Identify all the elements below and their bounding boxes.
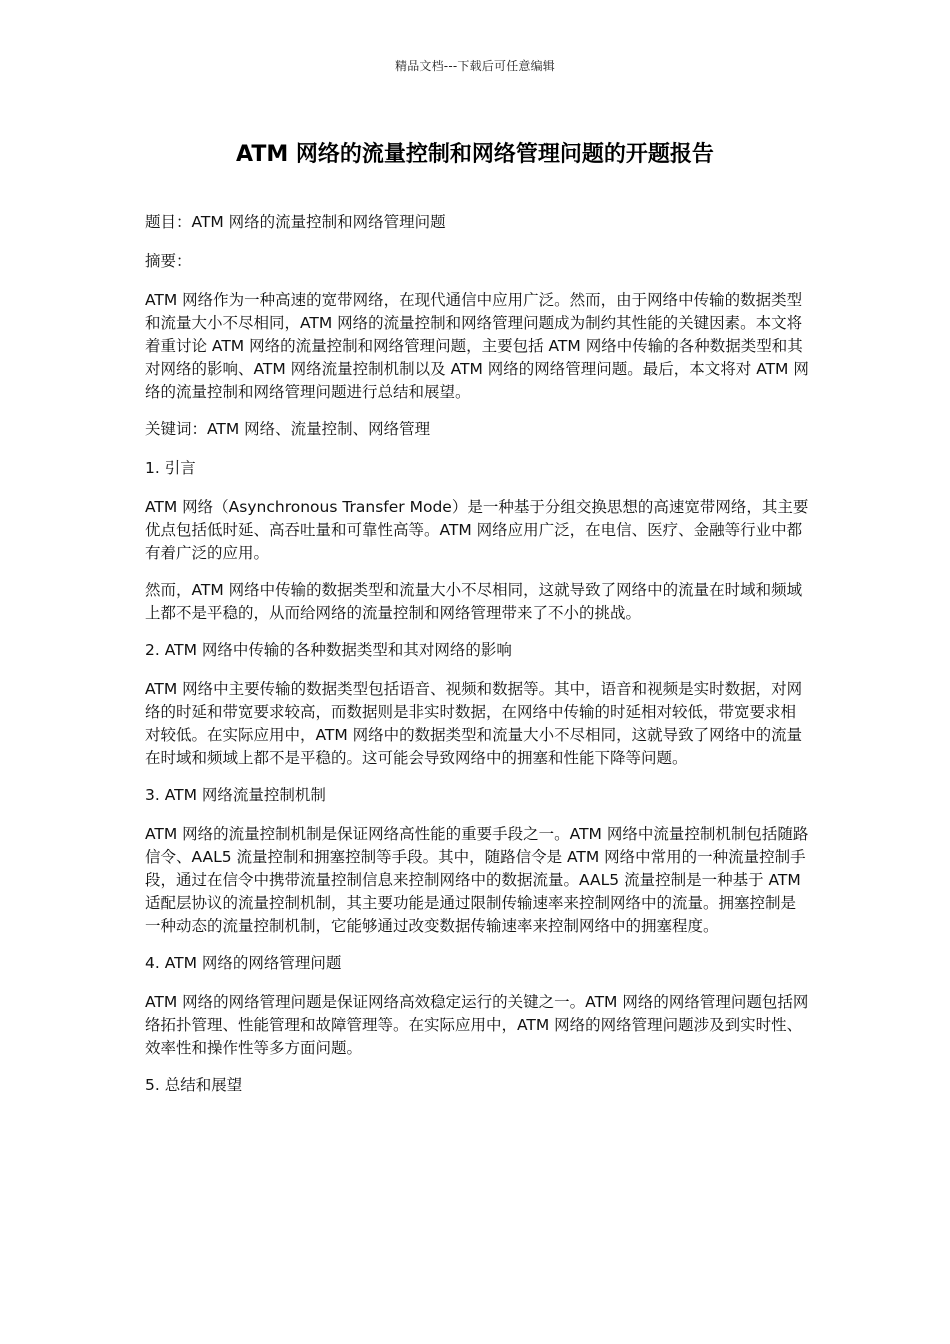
section-paragraph: 然而，ATM 网络中传输的数据类型和流量大小不尽相同，这就导致了网络中的流量在时域和频域上都不是平稳的，从而给网络的流量控制和网络管理带来了不小的挑战。 <box>145 581 803 622</box>
section-paragraph: ATM 网络（Asynchronous Transfer Mode）是一种基于分组交换思想的高速宽带网络，其主要优点包括低时延、高吞吐量和可靠性高等。ATM 网络应用广泛，在电信、医疗、金融等行业中都有着广泛的应用。 <box>145 498 809 562</box>
abstract-heading: 摘要： <box>145 252 192 270</box>
topic-line: 题目：ATM 网络的流量控制和网络管理问题 <box>145 213 446 231</box>
section-heading-data-types: 2. ATM 网络中传输的各种数据类型和其对网络的影响 <box>145 641 512 659</box>
keywords-line: 关键词：ATM 网络、流量控制、网络管理 <box>145 420 431 438</box>
abstract-paragraph: ATM 网络作为一种高速的宽带网络，在现代通信中应用广泛。然而，由于网络中传输的数据类型和流量大小不尽相同，ATM 网络的流量控制和网络管理问题成为制约其性能的关键因素。本文将着重讨论 ATM 网络的流量控制和网络管理问题，主要包括 ATM 网络中传输的各种数据类型和其对网络的影响、ATM 网络流量控制机制以及 ATM 网络的网络管理问题。最后，本文将对 ATM 网络的流量控制和网络管理问题进行总结和展望。 <box>145 291 809 401</box>
section-heading-intro: 1. 引言 <box>145 459 196 477</box>
section-paragraph: ATM 网络的网络管理问题是保证网络高效稳定运行的关键之一。ATM 网络的网络管理问题包括网络拓扑管理、性能管理和故障管理等。在实际应用中，ATM 网络的网络管理问题涉及到实时性、效率性和操作性等多方面问题。 <box>145 993 809 1057</box>
document-body <box>145 211 810 1113</box>
section-heading-network-management: 4. ATM 网络的网络管理问题 <box>145 954 342 972</box>
section-paragraph: ATM 网络的流量控制机制是保证网络高性能的重要手段之一。ATM 网络中流量控制机制包括随路信令、AAL5 流量控制和拥塞控制等手段。其中，随路信令是 ATM 网络中常用的一种流量控制手段，通过在信令中携带流量控制信息来控制网络中的数据流量。AAL5 流量控制是一种基于 ATM 适配层协议的流量控制机制，其主要功能是通过限制传输速率来控制网络中的流量。拥塞控制是一种动态的流量控制机制，它能够通过改变数据传输速率来控制网络中的拥塞程度。 <box>145 825 809 935</box>
header-note: 精品文档---下载后可任意编辑 <box>395 59 555 73</box>
section-heading-summary: 5. 总结和展望 <box>145 1076 243 1094</box>
section-paragraph: ATM 网络中主要传输的数据类型包括语音、视频和数据等。其中，语音和视频是实时数据，对网络的时延和带宽要求较高，而数据则是非实时数据，在网络中传输的时延相对较低，带宽要求相对较低。在实际应用中，ATM 网络中的数据类型和流量大小不尽相同，这就导致了网络中的流量在时域和频域上都不是平稳的。这可能会导致网络中的拥塞和性能下降等问题。 <box>145 680 803 767</box>
section-heading-flow-control: 3. ATM 网络流量控制机制 <box>145 786 326 804</box>
document-title: ATM 网络的流量控制和网络管理问题的开题报告 <box>236 142 714 167</box>
